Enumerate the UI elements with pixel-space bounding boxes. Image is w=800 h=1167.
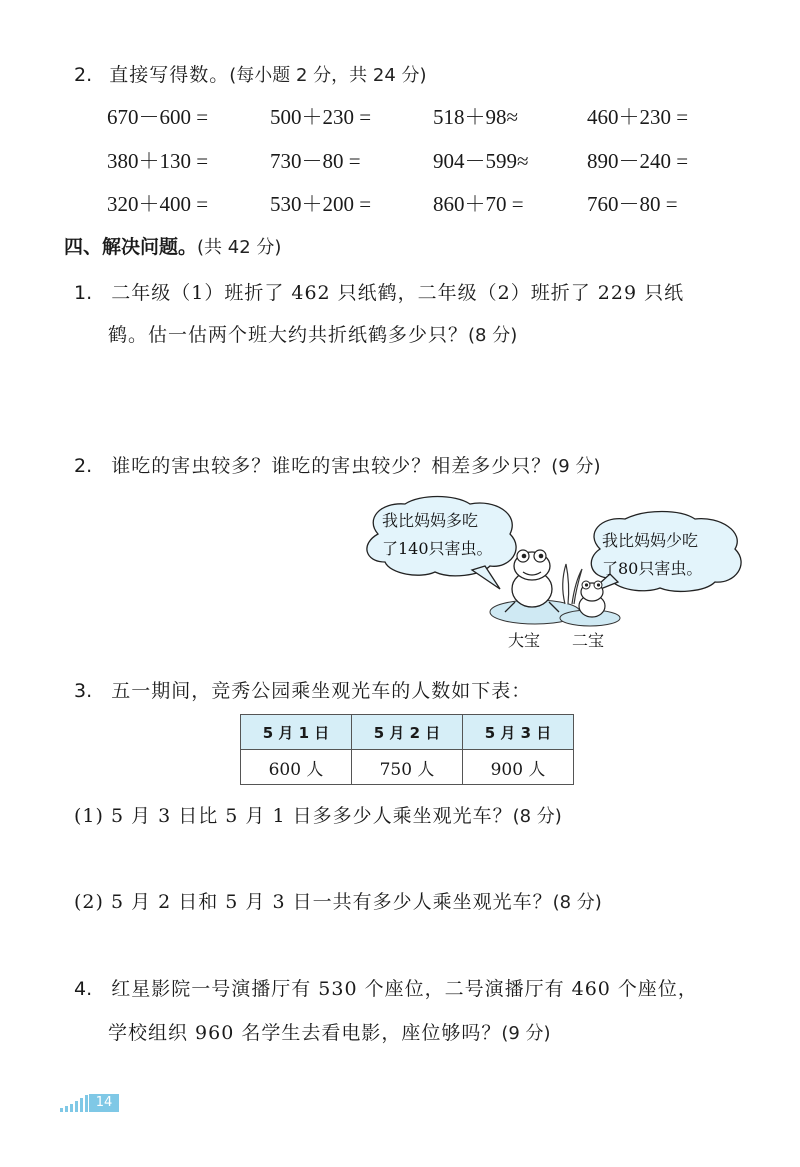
calc-item: 500＋230 = xyxy=(270,105,372,129)
table-cell: 900 人 xyxy=(463,750,574,785)
table-row xyxy=(241,750,574,785)
problem-1 xyxy=(74,278,684,305)
section-points: (共 42 分) xyxy=(197,237,282,258)
problem-1-line2 xyxy=(108,320,517,347)
problem-points: (9 分) xyxy=(501,1023,551,1044)
problem-text-line2: 鹤。估一估两个班大约共折纸鹤多少只？ xyxy=(108,324,469,346)
calc-item: 530＋200 = xyxy=(270,192,372,216)
page-bars-icon xyxy=(60,1094,90,1112)
question-number: 3. xyxy=(74,680,93,702)
sub-question-2 xyxy=(74,887,602,914)
sub-question-text: (1) 5 月 3 日比 5 月 1 日多多少人乘坐观光车？ xyxy=(74,805,513,827)
table-header-cell: 5 月 2 日 xyxy=(352,715,463,750)
problem-text-line1: 二年级（1）班折了 462 只纸鹤，二年级（2）班折了 229 只纸 xyxy=(111,282,685,304)
calc-item: 904－599≈ xyxy=(433,149,529,173)
frog-illustration xyxy=(360,494,750,654)
calc-item: 730－80 = xyxy=(270,149,361,173)
table-header-cell: 5 月 3 日 xyxy=(463,715,574,750)
problem-points: (9 分) xyxy=(551,456,601,477)
bubble-1-text-line2: 了140只害虫。 xyxy=(382,539,493,558)
calc-item: 380＋130 = xyxy=(107,149,209,173)
sub-question-points: (8 分) xyxy=(552,892,602,913)
reed-icon xyxy=(563,564,582,604)
calc-item: 670－600 = xyxy=(107,105,209,129)
problem-4-line2 xyxy=(108,1018,551,1045)
section-title: 四、解决问题。 xyxy=(64,236,198,258)
calc-item: 460＋230 = xyxy=(587,105,689,129)
speech-bubble-1 xyxy=(367,497,516,576)
question-number: 4. xyxy=(74,978,93,1000)
calc-item: 760－80 = xyxy=(587,192,678,216)
frog-name-1: 大宝 xyxy=(508,631,541,650)
sub-question-text: (2) 5 月 2 日和 5 月 3 日一共有多少人乘坐观光车？ xyxy=(74,891,553,913)
table-cell: 750 人 xyxy=(352,750,463,785)
page-number: 14 xyxy=(89,1094,119,1112)
problem-text: 五一期间，竞秀公园乘坐观光车的人数如下表： xyxy=(111,680,532,702)
question-number: 2. xyxy=(74,64,93,86)
question-points: (每小题 2 分，共 24 分) xyxy=(229,65,427,86)
question-title: 直接写得数。 xyxy=(109,64,230,86)
problem-text: 谁吃的害虫较多？谁吃的害虫较少？相差多少只？ xyxy=(111,455,552,477)
calc-item: 320＋400 = xyxy=(107,192,209,216)
problem-3 xyxy=(74,676,531,703)
problem-text-line1: 红星影院一号演播厅有 530 个座位，二号演播厅有 460 个座位， xyxy=(111,978,698,1000)
frog-small-icon xyxy=(579,581,605,617)
question-number: 1. xyxy=(74,282,93,304)
calc-item: 518＋98≈ xyxy=(433,105,519,129)
table-cell: 600 人 xyxy=(241,750,352,785)
question-2-header xyxy=(74,60,427,87)
calc-item: 890－240 = xyxy=(587,149,689,173)
problem-points: (8 分) xyxy=(468,325,518,346)
frog-name-2: 二宝 xyxy=(572,631,605,650)
question-number: 2. xyxy=(74,455,93,477)
calc-item: 860＋70 = xyxy=(433,192,524,216)
visitor-table xyxy=(240,714,574,785)
problem-text-line2: 学校组织 960 名学生去看电影，座位够吗？ xyxy=(108,1022,502,1044)
problem-2 xyxy=(74,451,600,478)
table-header-row xyxy=(241,715,574,750)
section-heading xyxy=(64,232,281,259)
bubble-2-text-line2: 了80只害虫。 xyxy=(602,559,703,578)
problem-4 xyxy=(74,974,698,1001)
bubble-1-text-line1: 我比妈妈多吃 xyxy=(382,511,479,530)
bubble-2-text-line1: 我比妈妈少吃 xyxy=(602,531,699,550)
table-header-cell: 5 月 1 日 xyxy=(241,715,352,750)
sub-question-points: (8 分) xyxy=(512,806,562,827)
sub-question-1 xyxy=(74,801,562,828)
